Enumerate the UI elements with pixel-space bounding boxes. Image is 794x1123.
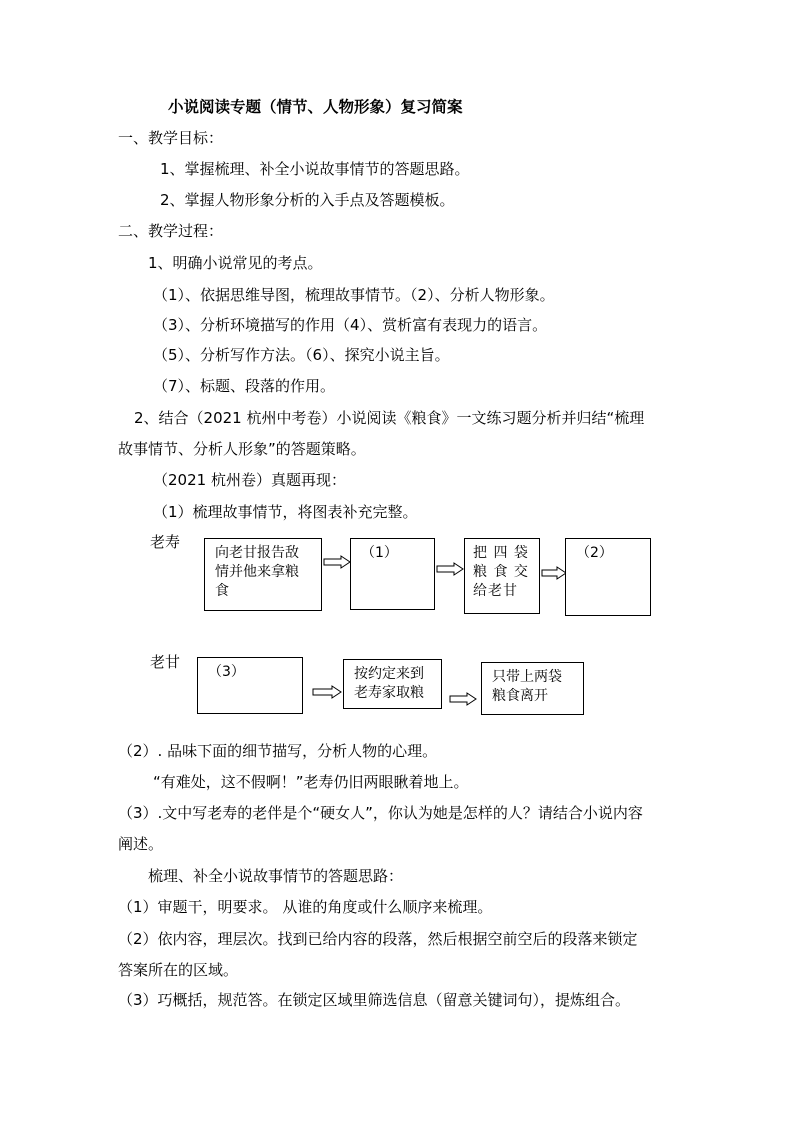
plot-box-blank-1: （1） [350, 538, 435, 610]
row-label-laoshou: 老寿 [150, 533, 181, 551]
plot-box-laogan-2: 按约定来到老寿家取粮 [343, 659, 442, 709]
process-step-1: 1、明确小说常见的考点。 [148, 254, 323, 272]
arrow-icon [541, 566, 567, 580]
exam-heading: （2021 杭州卷）真题再现： [153, 471, 346, 489]
exam-point-2: （3）、分析环境描写的作用（4）、赏析富有表现力的语言。 [153, 316, 548, 334]
plot-box-blank-3: （3） [197, 657, 303, 714]
question-3-line1: （3）.文中写老寿的老伴是个“硬女人”，你认为她是怎样的人？请结合小说内容 [118, 804, 643, 822]
method-step-3: （3）巧概括，规范答。在锁定区域里筛选信息（留意关键词句），提炼组合。 [118, 991, 631, 1009]
question-2: （2）. 品味下面的细节描写，分析人物的心理。 [118, 742, 438, 760]
exam-point-1: （1）、依据思维导图，梳理故事情节。（2）、分析人物形象。 [153, 286, 555, 304]
arrow-icon [323, 555, 351, 569]
row-label-laogan: 老甘 [150, 653, 181, 671]
section2-heading: 二、教学过程： [118, 222, 224, 240]
process-step-2-line2: 故事情节、分析人形象”的答题策略。 [118, 440, 366, 458]
method-heading: 梳理、补全小说故事情节的答题思路： [148, 867, 404, 885]
arrow-icon [312, 685, 342, 699]
method-step-2-line2: 答案所在的区域。 [118, 961, 239, 979]
exam-point-3: （5）、分析写作方法。（6）、探究小说主旨。 [153, 346, 450, 364]
process-step-2-line1: 2、结合（2021 杭州中考卷）小说阅读《粮食》一文练习题分析并归结“梳理 [134, 409, 645, 427]
method-step-2-line1: （2）依内容，理层次。找到已给内容的段落，然后根据空前空后的段落来锁定 [118, 930, 638, 948]
question-2-quote: “有难处，这不假啊！”老寿仍旧两眼瞅着地上。 [153, 773, 469, 791]
plot-box-3: 把 四 袋 粮 食 交 给老甘 [464, 538, 540, 614]
page-title: 小说阅读专题（情节、人物形象）复习简案 [168, 98, 463, 116]
plot-box-laogan-3: 只带上两袋粮食离开 [481, 662, 584, 715]
method-step-1: （1）审题干，明要求。 从谁的角度或什么顺序来梳理。 [118, 898, 493, 916]
goal-item-2: 2、掌握人物形象分析的入手点及答题模板。 [160, 191, 455, 209]
plot-box-1: 向老甘报告敌情并他来拿粮食 [204, 538, 322, 611]
section1-heading: 一、教学目标： [118, 129, 224, 147]
exam-point-4: （7）、标题、段落的作用。 [153, 377, 336, 395]
goal-item-1: 1、掌握梳理、补全小说故事情节的答题思路。 [160, 160, 470, 178]
arrow-icon [449, 692, 477, 706]
question-3-line2: 阐述。 [118, 835, 164, 853]
arrow-icon [436, 562, 464, 576]
question-1: （1）梳理故事情节，将图表补充完整。 [153, 503, 418, 521]
plot-box-blank-2: （2） [565, 538, 651, 616]
